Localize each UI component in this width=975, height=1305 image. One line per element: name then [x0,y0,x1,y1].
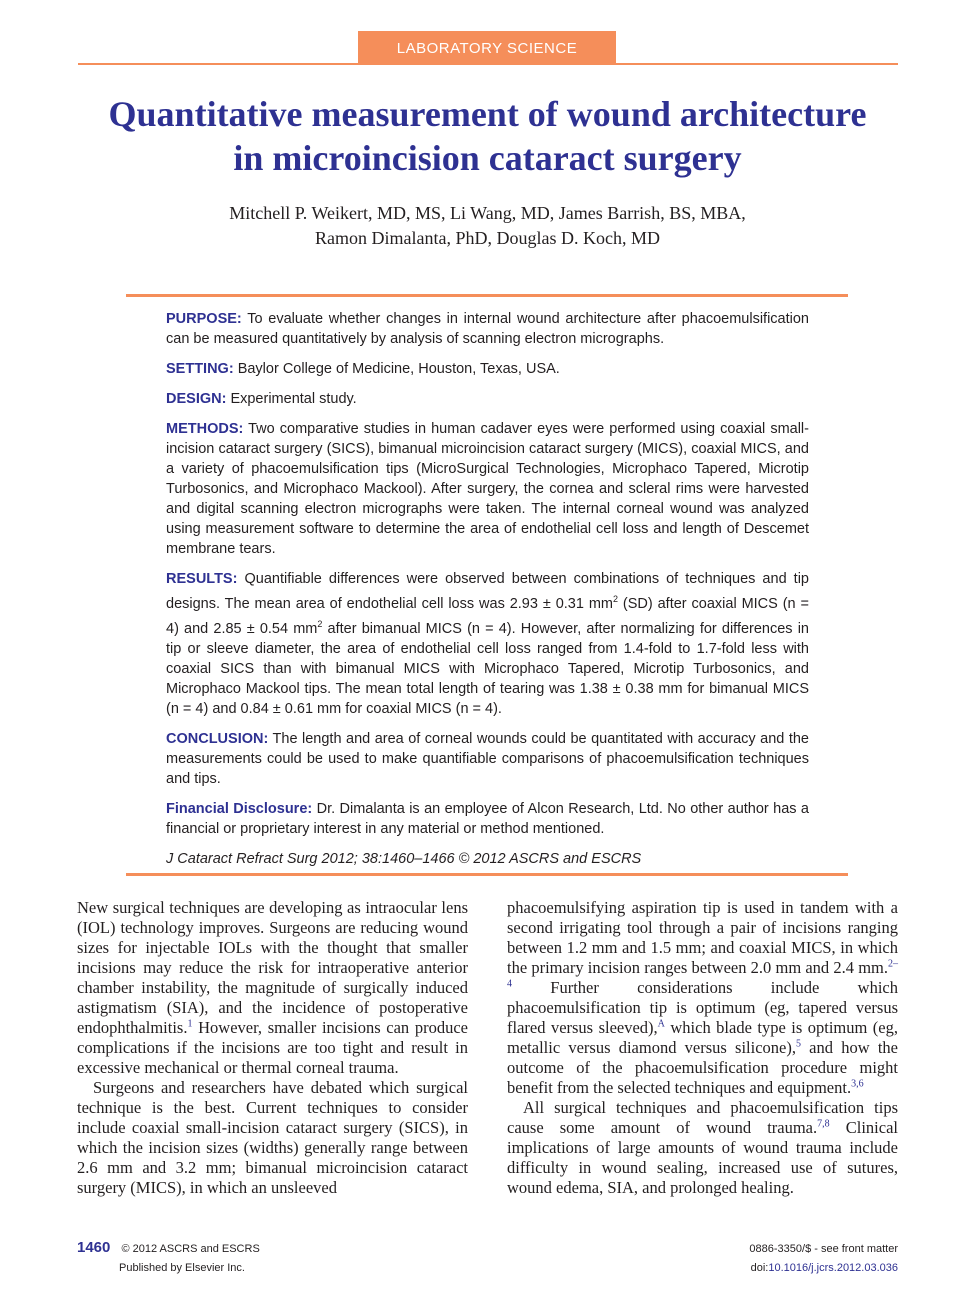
left-p1-text-b: However, smaller incisions can produce complications if the incisions are too tight and result in excessive mechanical or thermal corneal trauma. [77,1018,468,1077]
reference-link[interactable]: 3,6 [851,1078,864,1090]
issn-line: 0886-3350/$ - see front matter [749,1243,898,1255]
results-text-c: after bimanual MICS (n = 4). However, after normalizing for differences in tip or sleeve diameter, the area of endothelial cell loss ranged from 1.4-fold to 1.7-fold less with coaxial SICS than with bimanual MICS with Microphaco Tapered, Microtip Turbosonics, and Microphaco Mackool tips. The mean total length of tearing was 1.38 ± 0.38 mm for bimanual MICS (n = 4) and 0.84 ± 0.61 mm for coaxial MICS (n = 4). [166,620,809,717]
doi-prefix: doi: [750,1262,769,1274]
body-column-left [77,898,468,1198]
publisher-line: Published by Elsevier Inc. [119,1262,245,1274]
right-p2-text-b: Clinical implications of large amounts of wound trauma include difficulty in wound sealing, increased use of sutures, wound edema, SIA, and prolonged healing. [507,1118,898,1197]
right-p2-text-a: All surgical techniques and phacoemulsification tips cause some amount of wound trauma. [507,1098,898,1137]
abstract [166,309,809,879]
purpose-text: To evaluate whether changes in internal wound architecture after phacoemulsification can be measured quantitatively by analysis of scanning electron micrographs. [166,311,809,347]
journal-citation: J Cataract Refract Surg 2012; 38:1460–1466 © 2012 ASCRS and ESCRS [166,850,642,867]
abstract-conclusion [166,729,809,789]
article-title [60,92,915,180]
body-column-right [507,898,898,1198]
reference-link[interactable]: A [657,1018,665,1030]
abstract-setting [166,359,809,379]
methods-label: METHODS: [166,421,244,437]
header-rule [78,63,898,65]
reference-link[interactable]: 1 [187,1018,193,1030]
abstract-disclosure [166,799,809,839]
design-text: Experimental study. [226,391,357,407]
purpose-label: PURPOSE: [166,311,242,327]
abstract-bottom-rule [126,873,848,876]
doi-line [751,1262,898,1274]
abstract-results [166,569,809,719]
right-p1-text-c: which blade type is optimum (eg, metallic versus diamond versus silicone), [507,1018,898,1057]
body-paragraph: Surgeons and researchers have debated which surgical technique is the best. Current techniques to consider include coaxial small-incision cataract surgery (SICS), in which the incision sizes (widths) generally range between 2.6 mm and 3.2 mm; bimanual microincision cataract surgery (MICS), in which an unsleeved [77,1078,468,1197]
abstract-top-rule [126,294,848,297]
methods-text: Two comparative studies in human cadaver eyes were performed using coaxial small-incision cataract surgery (SICS), bimanual microincision cataract surgery (MICS), coaxial MICS, and a variety of phacoemulsification tips (MicroSurgical Technologies, Microphaco Tapered, Microtip Turbosonics, and Microphaco Mackool). After surgery, the cornea and scleral rims were harvested and digital scanning electron micrographs were taken. The internal corneal wound was analyzed using measurement software to determine the area of endothelial cell loss and length of Descemet membrane tears. [166,421,809,557]
authors-line-1: Mitchell P. Weikert, MD, MS, Li Wang, MD, James Barrish, BS, MBA, [229,203,746,223]
left-p1-text-a: New surgical techniques are developing as intraocular lens (IOL) technology improves. Surgeons are reducing wound sizes for injectable IOLs with the thought that smaller incisions may reduce the risk for intraoperative anterior chamber instability, the magnitude of surgically induced astigmatism (SIA), and the incidence of postoperative endophthalmitis. [77,898,468,1037]
body-paragraph [507,1098,898,1198]
abstract-methods [166,419,809,559]
right-p1-text-a: phacoemulsifying aspiration tip is used in tandem with a second irrigating tool through a pair of incisions ranging between 1.2 mm and 1.5 mm; and coaxial MICS, in which the primary incision ranges between 2.0 mm and 2.4 mm. [507,898,898,977]
right-p1-text-b: Further considerations include which phacoemulsification tip is optimum (eg, tapered versus flared versus sleeved), [507,978,898,1037]
abstract-purpose [166,309,809,349]
title-line-2: in microincision cataract surgery [233,138,742,178]
setting-text: Baylor College of Medicine, Houston, Texas, USA. [233,361,560,377]
conclusion-label: CONCLUSION: [166,730,269,747]
conclusion-text: The length and area of corneal wounds could be quantitated with accuracy and the measurements could be used to make quantifiable comparisons of phacoemulsification techniques and tips. [166,730,809,787]
authors-line-2: Ramon Dimalanta, PhD, Douglas D. Koch, MD [315,228,660,248]
disclosure-label: Financial Disclosure: [166,800,313,817]
results-text-a: Quantifiable differences were observed between combinations of techniques and tip designs. The mean area of endothelial cell loss was 2.93 ± 0.31 mm [166,571,809,612]
results-superscript-1: 2 [613,594,619,604]
results-superscript-2: 2 [317,618,323,629]
results-label: RESULTS: [166,571,238,587]
disclosure-text: Dr. Dimalanta is an employee of Alcon Research, Ltd. No other author has a financial or proprietary interest in any material or method mentioned. [166,800,809,837]
section-tag: LABORATORY SCIENCE [358,31,616,64]
body-paragraph [507,898,898,1098]
abstract-design [166,389,809,409]
right-p1-text-d: and how the outcome of the phacoemulsification procedure might benefit from the selected techniques and equipment. [507,1038,898,1097]
results-text-b: (SD) after coaxial MICS (n = 4) and 2.85 ± 0.54 mm [166,595,809,637]
footer-left-line-1 [77,1239,260,1256]
reference-link[interactable]: 2–4 [507,958,898,990]
body-paragraph [77,898,468,1078]
copyright: © 2012 ASCRS and ESCRS [121,1243,260,1255]
reference-link[interactable]: 5 [795,1038,801,1050]
reference-link[interactable]: 7,8 [817,1118,830,1130]
setting-label: SETTING: [166,361,234,377]
author-list [100,201,875,251]
title-line-1: Quantitative measurement of wound architecture [108,94,867,134]
doi-link[interactable]: 10.1016/j.jcrs.2012.03.036 [768,1262,898,1274]
design-label: DESIGN: [166,391,227,407]
page-number: 1460 [77,1239,111,1256]
